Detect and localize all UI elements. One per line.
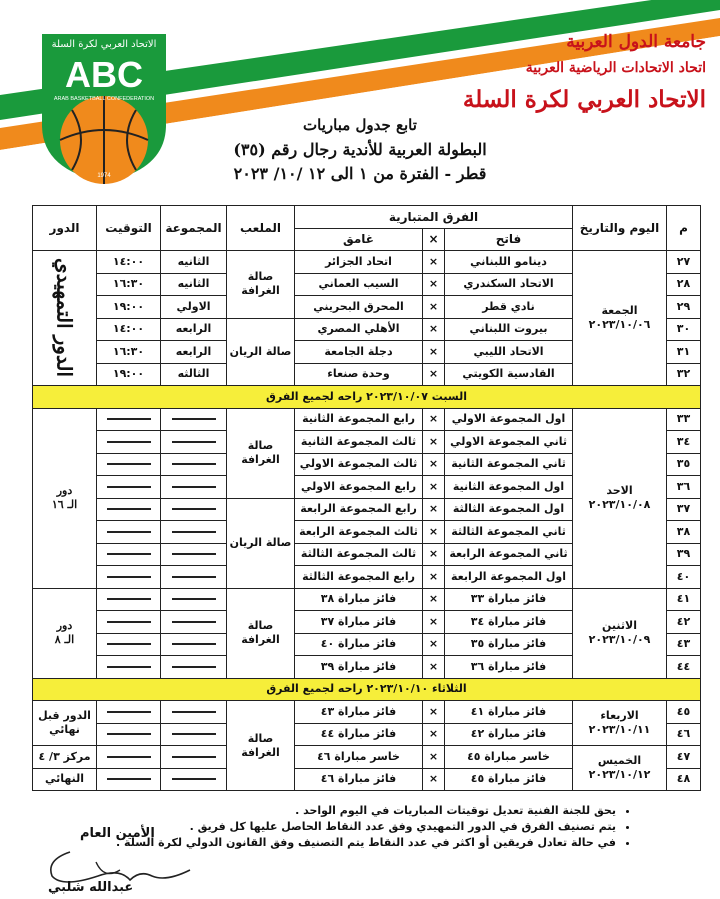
table-row: ٣٠ بيروت اللبناني × الأهلي المصري صالة الريان الرابعه ١٤:٠٠ [33, 318, 701, 341]
svg-text:ARAB BASKETBALL CONFEDERATION: ARAB BASKETBALL CONFEDERATION [53, 96, 155, 102]
note-item: • يتم تصنيف الفرق في الدور التمهيدي وفق عدد النقاط الحاصل عليها كل فريق . [116, 820, 616, 833]
round-semifinal: الدور قبل نهائي [33, 701, 97, 746]
table-row: ٤٤ فائز مباراة ٣٦ × فائز مباراة ٣٩ [33, 656, 701, 679]
round-16: دور الـ ١٦ [33, 408, 97, 588]
org-name-arab-league: جامعة الدول العربية [566, 32, 706, 52]
round-8: دور الـ ٨ [33, 588, 97, 678]
table-row: ٤٠ اول المجموعة الرابعة × رابع المجموعة الثالثة [33, 566, 701, 589]
table-row: ٣١ الاتحاد الليبي × دجلة الجامعة الرابعه ١٦:٣٠ [33, 341, 701, 364]
col-round: الدور [33, 206, 97, 251]
org-name-basketball: الاتحاد العربي لكرة السلة [462, 86, 706, 113]
abc-logo [38, 30, 170, 185]
venue-rayyan: صالة الريان [227, 318, 295, 386]
col-winner: فاتح [445, 228, 573, 251]
rest-day-saturday: السبت ٢٠٢٣/١٠/٠٧ راحه لجميع الفرق [33, 386, 701, 409]
col-day-date: اليوم والتاريخ [573, 206, 667, 251]
round-preliminary: الدور التمهيدي [33, 251, 97, 386]
schedule-table [32, 205, 701, 791]
col-num: م [667, 206, 701, 251]
title-line3: قطر - الفترة من ١ الى ١٢ /١٠/ ٢٠٢٣ [233, 164, 487, 183]
title-line1: تابع جدول مباريات [303, 116, 417, 134]
svg-text:الاتحاد العربي لكرة السلة: الاتحاد العربي لكرة السلة [51, 39, 157, 50]
note-item: • يحق للجنة الفنية تعديل توقيتات المباريات في اليوم الواحد . [116, 804, 616, 817]
round-final: النهائي [33, 768, 97, 791]
table-row: ٤٢ فائز مباراة ٣٤ × فائز مباراة ٣٧ [33, 611, 701, 634]
table-row: ٢٩ نادي قطر × المحرق البحريني الاولي ١٩:٠٠ [33, 296, 701, 319]
col-time: التوقيت [97, 206, 161, 251]
table-row: ٤٦ فائز مباراة ٤٢ × فائز مباراة ٤٤ [33, 723, 701, 746]
table-row: ٣٦ اول المجموعة الثانية × رابع المجموعة الاولي [33, 476, 701, 499]
org-name-federations: اتحاد الاتحادات الرياضية العربية [525, 60, 706, 76]
table-row: ٣٨ ثاني المجموعة الثالثة × ثالث المجموعة الرابعة [33, 521, 701, 544]
note-item: • في حالة تعادل فريقين أو اكثر في عدد النقاط يتم التصنيف وفق القانون الدولي لكرة السلة . [116, 836, 616, 849]
venue-gharafa: صالة الغرافة [227, 408, 295, 498]
col-loser: غامق [295, 228, 423, 251]
table-row: ٣٣ الاحد ٢٠٢٣/١٠/٠٨ اول المجموعة الاولي × رابع المجموعة الثانية صالة الغرافة دور الـ ١٦ [33, 408, 701, 431]
venue-gharafa: صالة الغرافة [227, 588, 295, 678]
signature-title: الأمين العام [80, 826, 155, 841]
col-teams: الفرق المتبارية [295, 206, 573, 229]
venue-rayyan: صالة الريان [227, 498, 295, 588]
col-group: المجموعة [161, 206, 227, 251]
rest-day-tuesday: الثلاثاء ٢٠٢٣/١٠/١٠ راحه لجميع الفرق [33, 678, 701, 701]
table-row: ٣٥ ثاني المجموعة الثانية × ثالث المجموعة الاولي [33, 453, 701, 476]
table-row: ٢٨ الاتحاد السكندري × السيب العماني الثانيه ١٦:٣٠ [33, 273, 701, 296]
day-sunday: الاحد ٢٠٢٣/١٠/٠٨ [573, 408, 667, 588]
table-row: ٣٤ ثاني المجموعة الاولي × ثالث المجموعة الثانية [33, 431, 701, 454]
day-thursday: الخميس ٢٠٢٣/١٠/١٢ [573, 746, 667, 791]
venue-gharafa: صالة الغرافة [227, 251, 295, 319]
svg-text:1974: 1974 [97, 173, 111, 179]
col-x: × [423, 228, 445, 251]
table-row: ٤٧ الخميس ٢٠٢٣/١٠/١٢ خاسر مباراة ٤٥ × خاسر مباراة ٤٦ مركز ٣/ ٤ [33, 746, 701, 769]
col-venue: الملعب [227, 206, 295, 251]
table-row: ٤٥ الاربعاء ٢٠٢٣/١٠/١١ فائز مباراة ٤١ × فائز مباراة ٤٣ صالة الغرافة الدور قبل نهائي [33, 701, 701, 724]
table-row: ٣٩ ثاني المجموعة الرابعة × ثالث المجموعة الثالثة [33, 543, 701, 566]
signature-block [40, 822, 210, 897]
table-row: ٤١ الاثنين ٢٠٢٣/١٠/٠٩ فائز مباراة ٣٣ × فائز مباراة ٣٨ صالة الغرافة دور الـ ٨ [33, 588, 701, 611]
venue-gharafa: صالة الغرافة [227, 701, 295, 791]
header-row [33, 206, 701, 229]
day-wednesday: الاربعاء ٢٠٢٣/١٠/١١ [573, 701, 667, 746]
table-row: ٣٧ اول المجموعة الثالثة × رابع المجموعة الرابعة صالة الريان [33, 498, 701, 521]
table-row: ٤٨ فائز مباراة ٤٥ × فائز مباراة ٤٦ النهائي [33, 768, 701, 791]
round-third-place: مركز ٣/ ٤ [33, 746, 97, 769]
day-monday: الاثنين ٢٠٢٣/١٠/٠٩ [573, 588, 667, 678]
table-row: ٤٣ فائز مباراة ٣٥ × فائز مباراة ٤٠ [33, 633, 701, 656]
table-row: ٢٧ الجمعة ٢٠٢٣/١٠/٠٦ دينامو اللبناني × اتحاد الجزائر صالة الغرافة الثانيه ١٤:٠٠ الدور التمهيدي [33, 251, 701, 274]
table-row: ٣٢ القادسية الكويتي × وحدة صنعاء الثالثه ١٩:٠٠ [33, 363, 701, 386]
title-line2: البطولة العربية للأندية رجال رقم (٣٥) [233, 140, 487, 159]
signature-name: عبدالله شلبي [48, 880, 134, 895]
svg-text:ABC: ABC [65, 54, 143, 95]
day-friday: الجمعة ٢٠٢٣/١٠/٠٦ [573, 251, 667, 386]
